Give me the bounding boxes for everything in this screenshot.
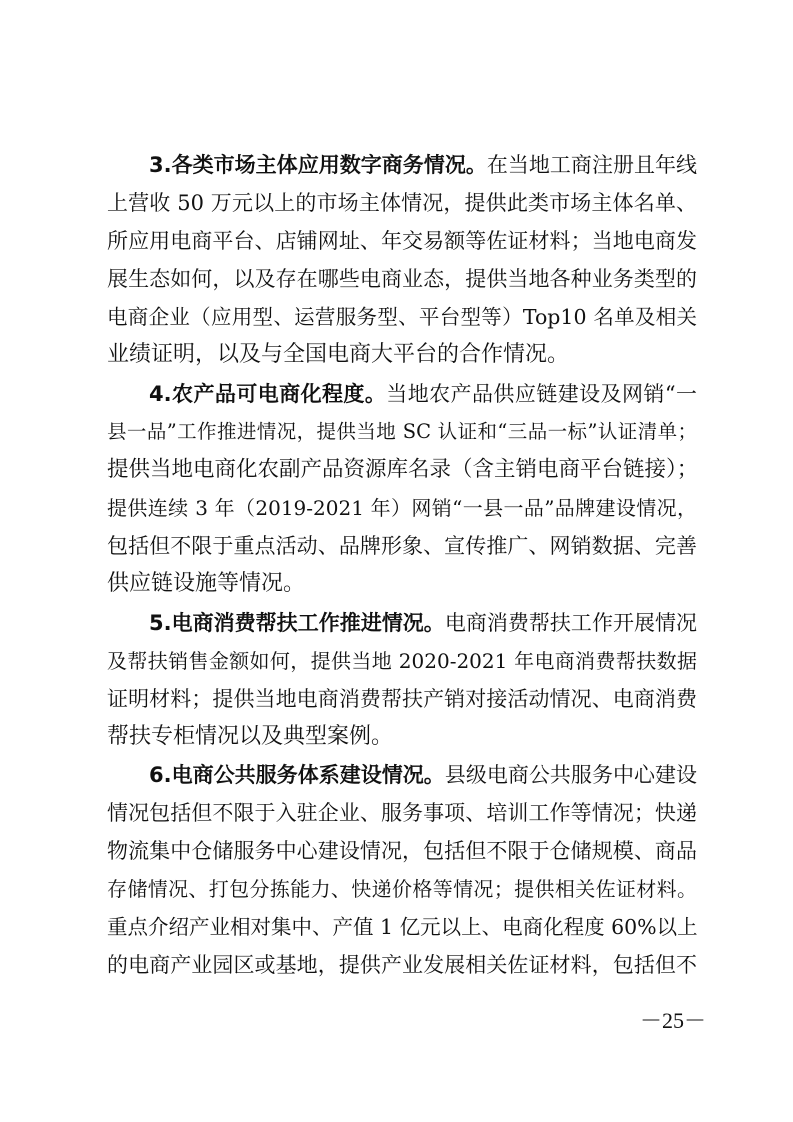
paragraph-line: 电商企业（应用型、运营服务型、平台型等）Top10 名单及相关 [107,305,697,329]
paragraph-line: 帮扶专柜情况以及典型案例。 [107,724,394,749]
section-heading: 4.农产品可电商化程度。 [149,382,387,406]
paragraph-line: 业绩证明，以及与全国电商大平台的合作情况。 [107,342,570,367]
paragraph-line: 存储情况、打包分拣能力、快递价格等情况；提供相关佐证材料。 [107,877,697,901]
paragraph-line: 5.电商消费帮扶工作推进情况。电商消费帮扶工作开展情况 [149,611,698,635]
paragraph-line: 物流集中仓储服务中心建设情况，包括但不限于仓储规模、商品 [107,839,697,863]
section-heading: 3.各类市场主体应用数字商务情况。 [149,153,487,177]
paragraph-line: 上营收 50 万元以上的市场主体情况，提供此类市场主体名单、 [107,191,697,215]
paragraph-line: 6.电商公共服务体系建设情况。县级电商公共服务中心建设 [149,763,698,787]
paragraph-line: 4.农产品可电商化程度。当地农产品供应链建设及网销“一 [149,382,697,406]
paragraph-line: 重点介绍产业相对集中、产值 1 亿元以上、电商化程度 60%以上 [107,915,698,939]
paragraph-line: 情况包括但不限于入驻企业、服务事项、培训工作等情况；快递 [107,801,697,825]
paragraph-line: 的电商产业园区或基地，提供产业发展相关佐证材料，包括但不 [107,953,697,977]
paragraph-line: 包括但不限于重点活动、品牌形象、宣传推广、网销数据、完善 [107,534,697,558]
paragraph-line: 县一品”工作推进情况，提供当地 SC 认证和“三品一标”认证清单； [107,420,697,443]
paragraph-line: 提供当地电商化农副产品资源库名录（含主销电商平台链接）； [107,457,699,482]
page-number: －25－ [640,1008,707,1033]
paragraph-line: 供应链设施等情况。 [107,571,306,596]
paragraph-line: 提供连续 3 年（2019-2021 年）网销“一县一品”品牌建设情况， [107,496,697,520]
paragraph-line: 证明材料；提供当地电商消费帮扶产销对接活动情况、电商消费 [107,687,697,711]
paragraph-line: 展生态如何，以及存在哪些电商业态，提供当地各种业务类型的 [107,267,697,291]
section-heading: 5.电商消费帮扶工作推进情况。 [149,611,445,635]
section-heading: 6.电商公共服务体系建设情况。 [149,763,445,787]
paragraph-line: 所应用电商平台、店铺网址、年交易额等佐证材料；当地电商发 [107,229,697,253]
paragraph-line: 3.各类市场主体应用数字商务情况。在当地工商注册且年线 [149,153,698,177]
paragraph-line: 及帮扶销售金额如何，提供当地 2020-2021 年电商消费帮扶数据 [107,649,697,673]
